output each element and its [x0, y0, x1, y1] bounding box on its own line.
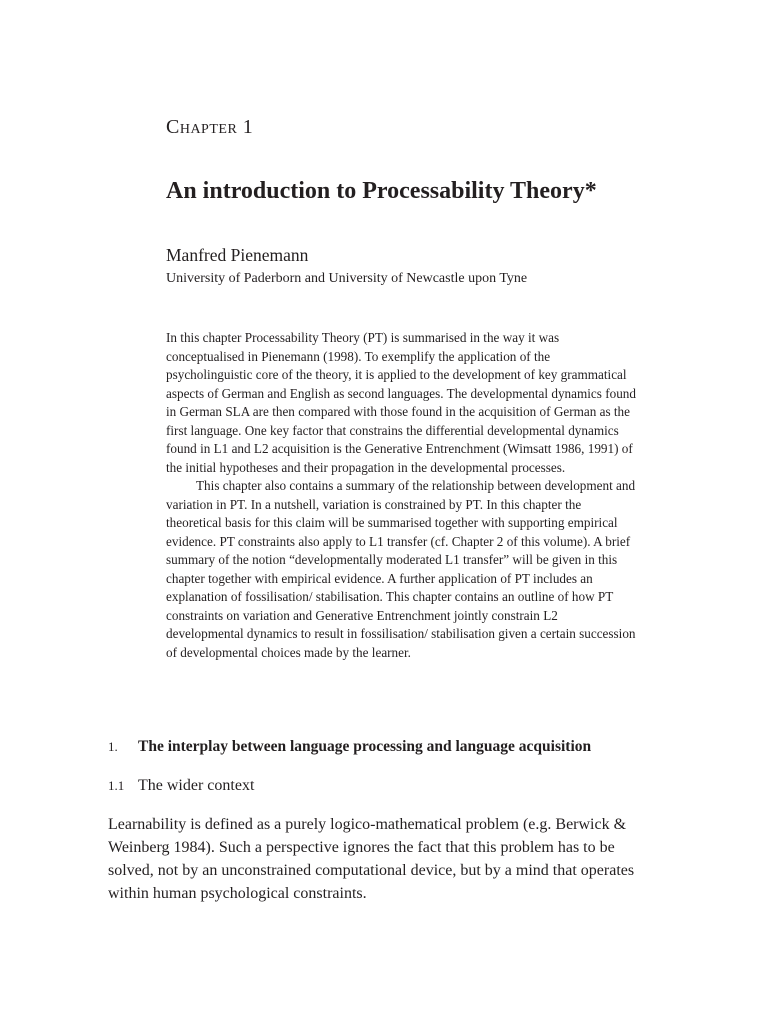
- subsection-title: The wider context: [138, 777, 255, 794]
- subsection-heading: [108, 777, 254, 795]
- chapter-title: An introduction to Processability Theory*: [166, 178, 597, 204]
- author-affiliation: University of Paderborn and University of Newcastle upon Tyne: [166, 271, 528, 286]
- body-paragraph: Learnability is defined as a purely logico-mathematical problem (e.g. Berwick & Weinberg 1984). Such a perspective ignores the fact that this problem has to be solved, not by an unconstrained computational device, but by a mind that operates within human psychological constraints.: [108, 816, 635, 902]
- section-title: The interplay between language processing and language acquisition: [138, 738, 592, 755]
- chapter-abstract: [166, 329, 636, 662]
- abstract-paragraph: This chapter also contains a summary of the relationship between development and variation in PT. In a nutshell, variation is constrained by PT. In this chapter the theoretical basis for this claim will be summarised together with supporting empirical evidence. PT constraints also apply to L1 transfer (cf. Chapter 2 of this volume). A brief summary of the notion “developmentally moderated L1 transfer” will be given in this chapter together with empirical evidence. A further application of PT includes an explanation of fossilisation/ stabilisation. This chapter contains an outline of how PT constraints on variation and Generative Entrenchment jointly constrain L2 developmental dynamics to result in fossilisation/ stabilisation given a certain succession of developmental choices made by the learner.: [166, 478, 636, 660]
- section-number: 1.: [108, 739, 118, 754]
- chapter-label: Chapter 1: [166, 116, 254, 138]
- author-name: Manfred Pienemann: [166, 245, 309, 265]
- section-heading: [108, 738, 591, 756]
- abstract-paragraph: In this chapter Processability Theory (PT) is summarised in the way it was conceptualised in Pienemann (1998). To exemplify the application of the psycholinguistic core of the theory, it is applied to the development of key grammatical aspects of German and English as second languages. The developmental dynamics found in German SLA are then compared with those found in the acquisition of German as the first language. One key factor that constrains the differential developmental dynamics found in L1 and L2 acquisition is the Generative Entrenchment (Wimsatt 1986, 1991) of the initial hypotheses and their propagation in the developmental processes.: [166, 330, 636, 475]
- subsection-number: 1.1: [108, 778, 125, 793]
